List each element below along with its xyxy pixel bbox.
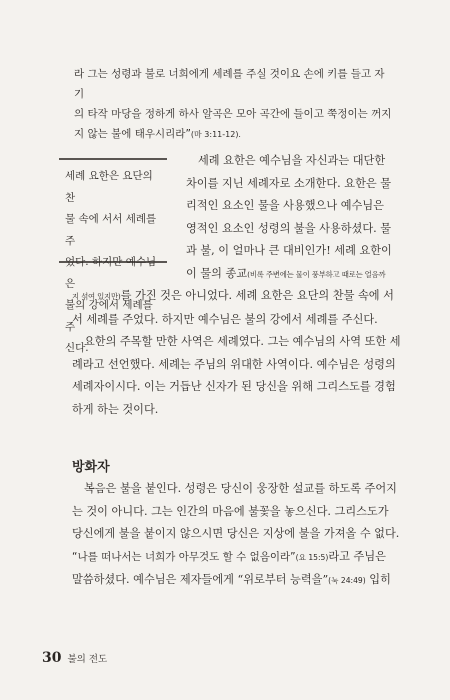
body-line: 차이를 지닌 세례자로 소개한다. 요한은 물 (186, 176, 392, 190)
section-body (72, 478, 414, 593)
body-line: 하게 하는 것이다. (72, 402, 159, 416)
running-title: 불의 전도 (67, 654, 108, 665)
quote-line: 의 타작 마당을 정하게 하사 알곡은 모아 곡간에 들이고 쭉정이는 꺼지 (74, 108, 392, 120)
quote-reference: (마 3:11-12). (190, 130, 241, 139)
page-footer (42, 650, 107, 666)
pull-quote-line: 물 속에 서서 세례를 주 (65, 213, 157, 247)
inline-quote: “나를 떠나서는 너희가 아무것도 할 수 없음이라” (72, 550, 296, 563)
body-paragraphs (72, 285, 414, 421)
body-line: 세례 요한은 예수님을 자신과는 대단한 (198, 154, 386, 167)
body-line: 세례자이시다. 이는 거듭난 신자가 된 당신을 위해 그리스도를 경험 (72, 380, 396, 393)
body-line: 과 불, 이 얼마나 큰 대비인가! 세례 요한이 (186, 244, 392, 257)
body-line-text: 이 물의 종교 (186, 266, 248, 280)
body-line: 요한의 주목할 만한 사역은 세례였다. 그는 예수님의 사역 또한 세 (84, 335, 401, 348)
inline-reference: (요 15:5) (295, 552, 329, 562)
body-line-text: 입히 (365, 573, 391, 586)
body-line: 서 세례를 주었다. 하지만 예수님은 불의 강에서 세례를 주신다. (72, 312, 378, 326)
pull-quote-line: 었다. 하지만 예수님은 (65, 256, 157, 290)
body-line: 복음은 불을 붙인다. 성령은 당신이 웅장한 설교를 하도록 주어지 (84, 482, 397, 495)
pull-quote-line: 세례 요한은 요단의 찬 (65, 170, 153, 204)
parenthetical-note: (비록 주변에는 물이 풍부하고 때로는 얼음까 (247, 269, 386, 279)
body-line: 당신에게 불을 붙이지 않으시면 당신은 지상에 불을 가져올 수 없다. (72, 527, 400, 540)
body-line-text: 라고 주님은 (328, 549, 386, 563)
quote-line-text: 지 않는 불에 태우시리라” (74, 128, 191, 140)
body-line: 영적인 요소인 성령의 불을 사용하셨다. 물 (186, 221, 392, 235)
quote-line: 라 그는 성령과 불로 너희에게 세례를 주실 것이요 손에 키를 들고 자기 (74, 68, 385, 100)
section-heading: 방화자 (72, 460, 110, 475)
pull-quote-line: 불의 강에서 세례를 주 (65, 299, 153, 333)
parenthetical-note: 지 섞여 있지만) (72, 292, 121, 301)
body-line (72, 546, 414, 570)
pull-quote-line: 신다. (65, 342, 89, 354)
quote-line (74, 124, 394, 145)
body-paragraph-wrapped (186, 150, 416, 286)
scripture-quote (74, 64, 394, 145)
body-line (72, 569, 414, 593)
body-line-text: 를 가진 것은 아니었다. 세례 요한은 요단의 찬물 속에 서 (120, 289, 394, 302)
body-line: 리적인 요소인 물을 사용했으나 예수님은 (186, 199, 384, 212)
body-line (72, 285, 414, 309)
body-line-text: 말씀하셨다. 예수님은 제자들에게 “위로부터 능력을” (72, 573, 329, 586)
body-line (186, 263, 416, 287)
body-line: 례라고 선언했다. 세례는 주님의 위대한 사역이다. 예수님은 성령의 (72, 357, 396, 371)
inline-reference: (눅 24:49) (328, 576, 366, 585)
page-number: 30 (42, 650, 62, 666)
body-line: 는 것이 아니다. 그는 인간의 마음에 불꽃을 놓으신다. 그리스도가 (72, 504, 389, 518)
